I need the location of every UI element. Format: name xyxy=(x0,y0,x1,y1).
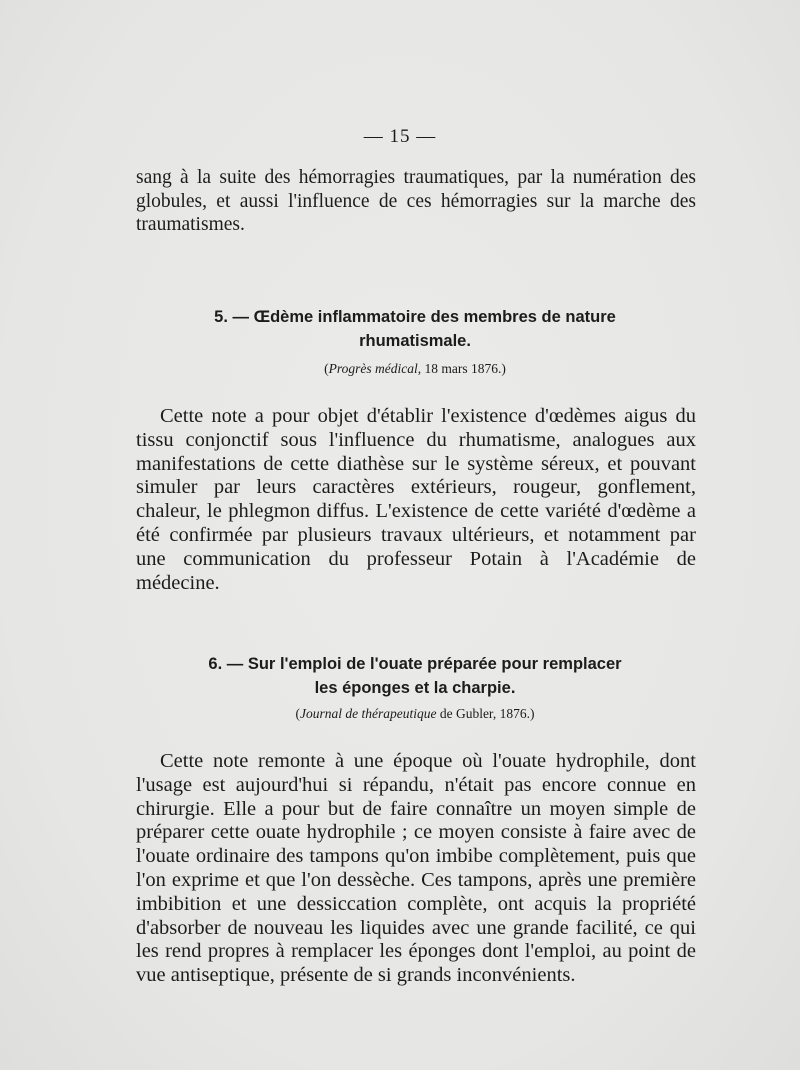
citation-rest: 18 mars 1876.) xyxy=(421,361,506,376)
page-number: — 15 — xyxy=(363,126,437,147)
section-6-heading xyxy=(120,652,710,700)
citation-open: ( xyxy=(324,361,329,376)
section-5-heading xyxy=(120,305,710,353)
citation-journal: Journal de thérapeutique xyxy=(299,706,437,721)
citation-journal: Progrès médical, xyxy=(328,361,422,376)
section-5-citation xyxy=(120,361,710,377)
section-5-body: Cette note a pour objet d'établir l'existence d'œdèmes aigus du tissu conjonctif sous l'influence du rhumatisme, analogues aux manifestations de cette diathèse sur le système séreux, et pouvant simuler par leurs caractères extérieurs, rougeur, gonflement, chaleur, le phlegmon diffus. L'existence de cette variété d'œdème a été confirmée par plusieurs travaux ultérieurs, et notamment par une communication du professeur Potain à l'Académie de médecine. xyxy=(136,405,696,594)
intro-paragraph: sang à la suite des hémorragies traumatiques, par la numération des globules, et aussi l'influence de ces hémorragies sur la marche des traumatismes. xyxy=(136,167,696,235)
section-6-heading-line-1: 6. — Sur l'emploi de l'ouate préparée pour remplacer xyxy=(208,655,622,673)
section-6-heading-line-2: les éponges et la charpie. xyxy=(314,679,516,697)
section-6-body: Cette note remonte à une époque où l'ouate hydrophile, dont l'usage est aujourd'hui si répandu, n'était pas encore connue en chirurgie. Elle a pour but de faire connaître un moyen simple de préparer cette ouate hydrophile ; ce moyen consiste à faire avec de l'ouate ordinaire des tampons qu'on imbibe complètement, puis que l'on exprime et que l'on dessèche. Ces tampons, après une première imbibition et une dessiccation complète, ont acquis la propriété d'absorber de nouveau les liquides avec une grande facilité, ce qui les rend propres à remplacer les éponges dont l'emploi, au point de vue antiseptique, présente de si grands inconvénients. xyxy=(136,750,696,987)
citation-rest: de Gubler, 1876.) xyxy=(436,706,535,721)
section-5-heading-line-1: 5. — Œdème inflammatoire des membres de nature xyxy=(214,308,616,326)
section-6-citation xyxy=(120,706,710,722)
citation-open: ( xyxy=(295,706,300,721)
section-5-heading-line-2: rhumatismale. xyxy=(359,332,471,350)
